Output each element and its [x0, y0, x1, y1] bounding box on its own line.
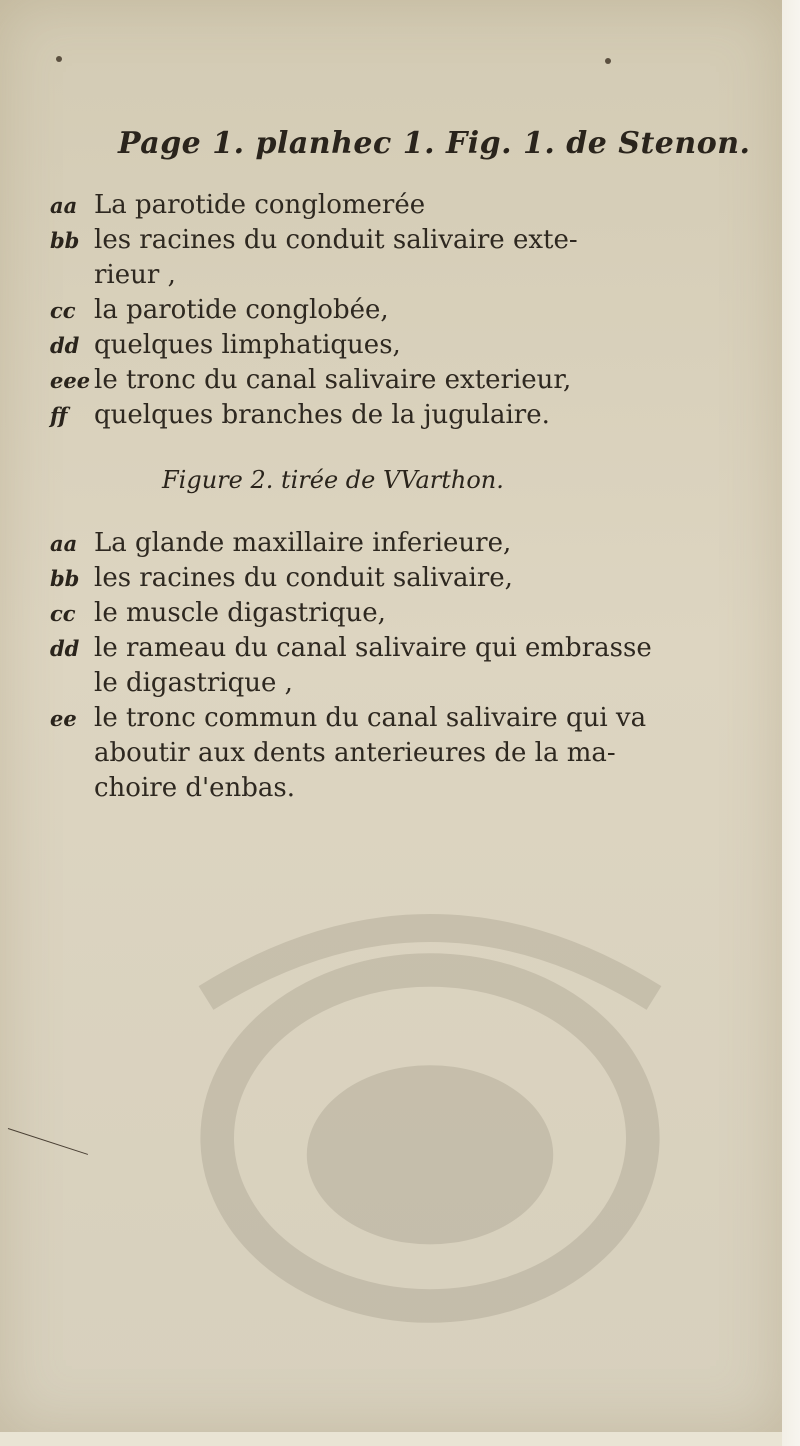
legend-key: dd — [50, 333, 80, 358]
legend-text-continued: le digastrique , — [94, 668, 293, 698]
legend-text: le tronc commun du canal salivaire qui va — [94, 703, 647, 733]
legend-key: aa — [50, 193, 78, 218]
legend-key: cc — [50, 601, 76, 626]
legend-text: La glande maxillaire inferieure, — [94, 528, 512, 558]
legend-entry-dd — [50, 328, 748, 363]
legend-text-continued: rieur , — [94, 260, 176, 290]
page-speck — [605, 58, 611, 64]
legend-text-continued: choire d'enbas. — [94, 773, 296, 803]
figure-1-legend — [50, 188, 748, 433]
legend-entry-cc — [50, 596, 748, 631]
legend-entry-dd — [50, 631, 748, 701]
legend-text: quelques limphatiques, — [94, 330, 401, 360]
show-through-engraving — [150, 830, 710, 1390]
page-heading: Page 1. planhec 1. Fig. 1. de Stenon. — [118, 126, 751, 161]
stray-ink-line — [8, 1128, 88, 1155]
legend-key: bb — [50, 228, 80, 253]
page-speck — [56, 56, 62, 62]
legend-entry-aa — [50, 188, 748, 223]
legend-text: le rameau du canal salivaire qui embrasse — [94, 633, 652, 663]
legend-key: aa — [50, 531, 78, 556]
legend-entry-bb — [50, 223, 748, 293]
legend-entry-aa — [50, 526, 748, 561]
legend-entry-ff — [50, 398, 748, 433]
legend-text: les racines du conduit salivaire, — [94, 563, 513, 593]
figure-2-legend — [50, 526, 748, 806]
legend-key: dd — [50, 636, 80, 661]
legend-text: le tronc du canal salivaire exterieur, — [94, 365, 572, 395]
legend-key: ee — [50, 706, 77, 731]
legend-key: ff — [50, 403, 68, 428]
legend-key: eee — [50, 368, 91, 393]
legend-key: cc — [50, 298, 76, 323]
legend-entry-ee — [50, 701, 748, 806]
page-edge — [782, 0, 800, 1446]
figure-2-heading: Figure 2. tirée de VVarthon. — [162, 466, 504, 494]
legend-entry-cc — [50, 293, 748, 328]
legend-text: les racines du conduit salivaire exte- — [94, 225, 578, 255]
legend-key: bb — [50, 566, 80, 591]
legend-text: la parotide conglobée, — [94, 295, 389, 325]
legend-entry-eee — [50, 363, 748, 398]
legend-text: le muscle digastrique, — [94, 598, 386, 628]
legend-entry-bb — [50, 561, 748, 596]
legend-text: La parotide conglomerée — [94, 190, 426, 220]
legend-text: quelques branches de la jugulaire. — [94, 400, 550, 430]
legend-text-continued: aboutir aux dents anterieures de la ma- — [94, 738, 616, 768]
